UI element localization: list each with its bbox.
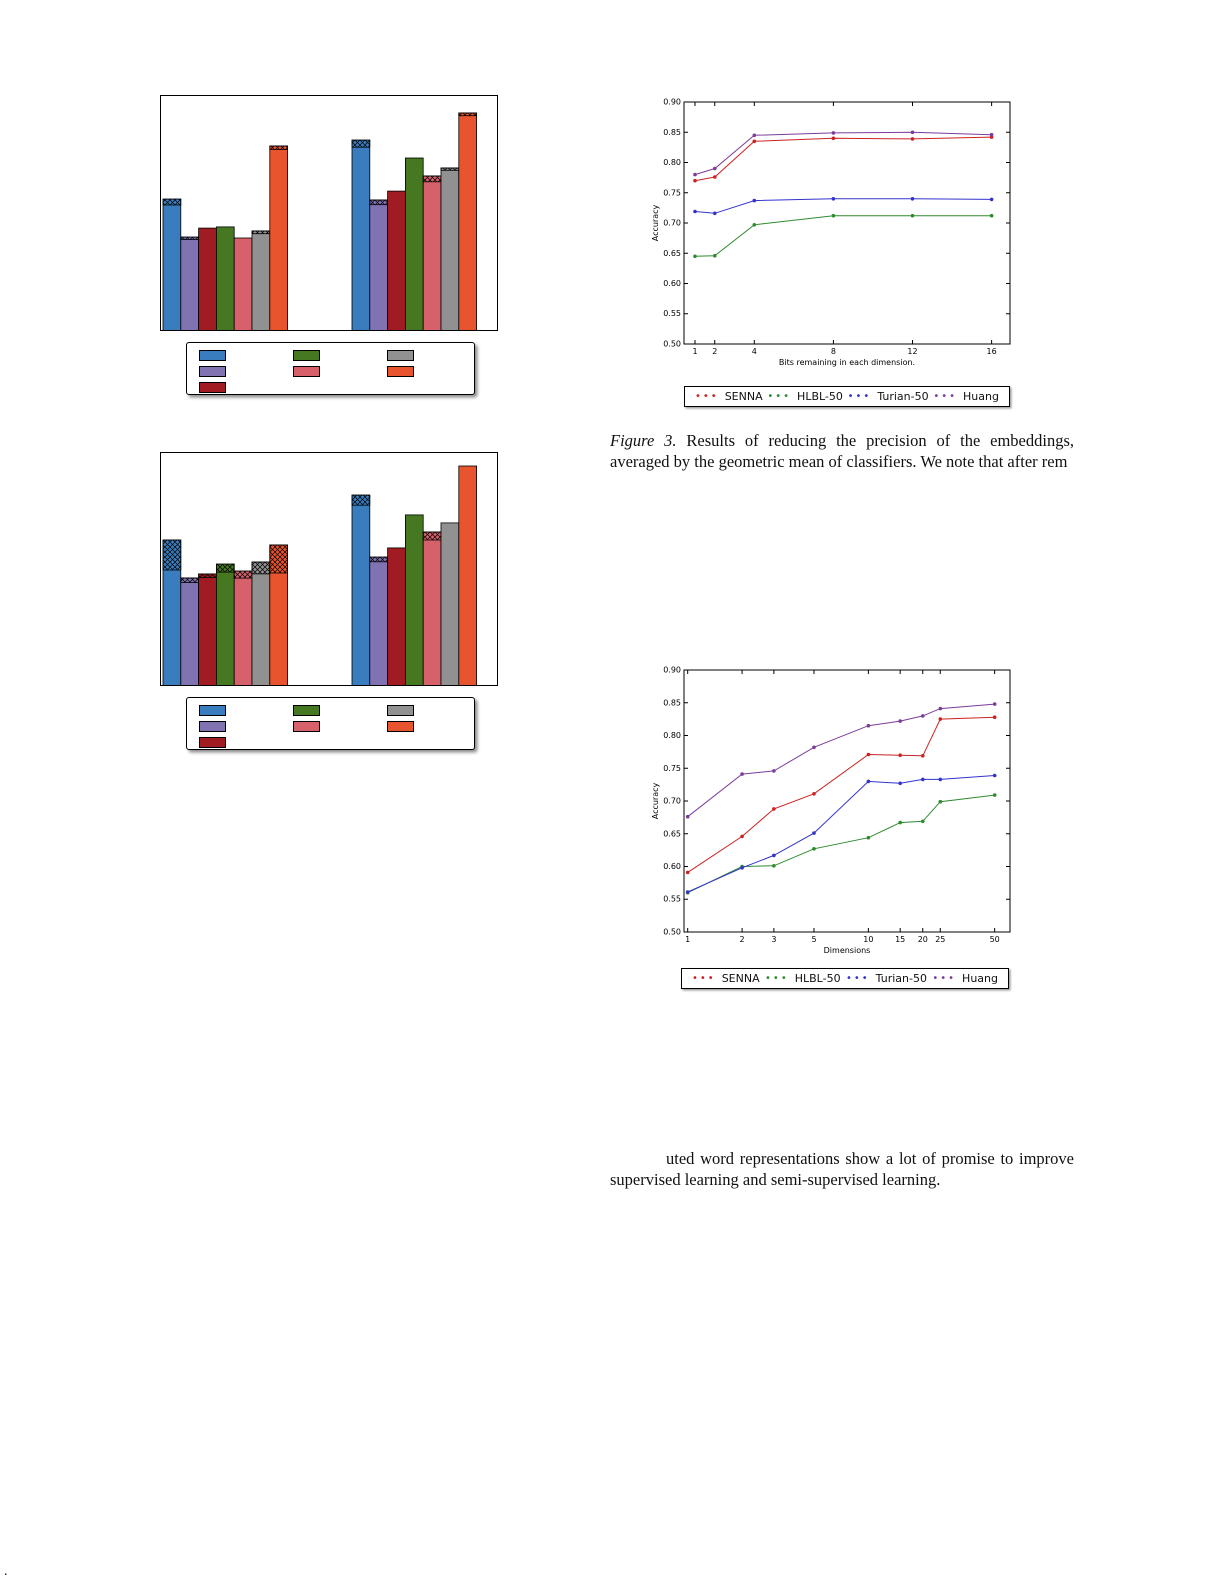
- series-marker: [939, 717, 943, 721]
- bar-hatched-cap: [199, 574, 217, 578]
- y-tick-label: 0.90: [663, 97, 681, 107]
- x-tick-label: 10: [863, 935, 874, 944]
- bar: [441, 523, 459, 686]
- legend-swatch: [293, 350, 320, 361]
- body-paragraph: uted word representations show a lot of promise to improve supervised learning and semi-supervised learning.: [610, 1149, 1074, 1190]
- legend-swatch: [199, 737, 226, 748]
- bar: [216, 227, 234, 331]
- y-tick-label: 0.90: [663, 665, 681, 675]
- bar: [270, 146, 288, 331]
- figure3-caption: [610, 430, 1074, 473]
- series-marker: [812, 792, 816, 796]
- series-marker: [693, 255, 697, 259]
- series-marker: [686, 815, 690, 819]
- x-tick-label: 1: [692, 347, 698, 356]
- bar-hatched-cap: [163, 199, 181, 205]
- series-marker: [911, 214, 915, 218]
- legend-entry: [933, 390, 999, 403]
- bars-top-svg: [160, 95, 498, 331]
- bar: [441, 168, 459, 331]
- legend-swatch: [293, 705, 320, 716]
- series-marker: [772, 807, 776, 811]
- bar: [352, 140, 370, 331]
- y-tick-label: 0.80: [663, 731, 681, 740]
- footer-mark: .: [4, 1564, 8, 1579]
- line-dims-svg: [648, 664, 1020, 966]
- legend-marker-dots: •••: [847, 390, 872, 402]
- series-marker: [911, 131, 915, 135]
- series-marker: [753, 223, 757, 227]
- bar: [405, 158, 423, 331]
- legend-swatch: [199, 350, 226, 361]
- bar: [459, 466, 477, 686]
- legend-label: Turian-50: [877, 390, 929, 403]
- legend-swatch: [199, 366, 226, 377]
- series-marker: [939, 800, 943, 804]
- legend-label: HLBL-50: [797, 390, 843, 403]
- series-marker: [713, 167, 717, 171]
- legend-label: Huang: [962, 972, 998, 985]
- legend-marker-dots: •••: [692, 972, 716, 984]
- legend-label: Huang: [963, 390, 999, 403]
- series-marker: [993, 715, 997, 719]
- x-tick-label: 2: [712, 347, 718, 356]
- series-marker: [686, 890, 690, 894]
- legend-swatch: [387, 350, 414, 361]
- bar-hatched-cap: [423, 176, 441, 182]
- bar-hatched-cap: [370, 557, 388, 562]
- bar-hatched-cap: [181, 578, 199, 583]
- x-tick-label: 2: [739, 935, 745, 944]
- legend-marker-dots: •••: [845, 972, 870, 984]
- bar: [199, 574, 217, 686]
- series-marker: [898, 782, 902, 786]
- bar: [216, 564, 234, 686]
- series-marker: [812, 831, 816, 835]
- bar: [352, 495, 370, 686]
- y-axis-label: Accuracy: [651, 204, 660, 242]
- bar-chart-top-legend: [186, 342, 475, 395]
- series-marker: [939, 707, 943, 711]
- legend-entry: [695, 390, 763, 403]
- x-tick-label: 1: [685, 935, 691, 944]
- series-marker: [921, 778, 925, 782]
- legend-label: HLBL-50: [794, 972, 841, 985]
- line-chart-bits-legend: [684, 386, 1010, 407]
- bar: [234, 238, 252, 331]
- bar-hatched-cap: [234, 571, 252, 578]
- series-marker: [693, 173, 697, 177]
- line-chart-dimensions-legend: [681, 968, 1009, 989]
- y-axis-label: Accuracy: [651, 782, 660, 820]
- series-marker: [993, 774, 997, 778]
- series-marker: [812, 746, 816, 750]
- y-tick-label: 0.60: [663, 279, 681, 288]
- series-marker: [993, 793, 997, 797]
- bar-hatched-cap: [441, 168, 459, 170]
- x-tick-label: 16: [986, 347, 997, 356]
- series-marker: [753, 134, 757, 138]
- series-marker: [867, 836, 871, 840]
- bar-hatched-cap: [352, 140, 370, 147]
- bar-hatched-cap: [459, 113, 477, 116]
- series-marker: [898, 719, 902, 723]
- series-marker: [990, 198, 994, 202]
- legend-marker-dots: •••: [767, 390, 792, 402]
- x-axis-label: Bits remaining in each dimension.: [778, 358, 916, 367]
- x-tick-label: 3: [771, 935, 777, 944]
- y-tick-label: 0.70: [663, 796, 681, 806]
- line-chart-bits: [648, 96, 1020, 378]
- legend-marker-dots: •••: [932, 972, 957, 984]
- bar: [252, 562, 270, 686]
- legend-swatch: [293, 366, 320, 377]
- x-tick-label: 8: [830, 347, 836, 356]
- bar: [234, 571, 252, 686]
- bar: [388, 191, 406, 331]
- y-tick-label: 0.55: [663, 894, 681, 904]
- series-marker: [990, 133, 994, 137]
- x-tick-label: 50: [989, 935, 1000, 944]
- legend-swatch: [293, 721, 320, 732]
- bar: [423, 176, 441, 331]
- figure3-caption-text: Results of reducing the precision of the embeddings, averaged by the geometric mean of classifiers. We note that after rem: [610, 431, 1074, 472]
- y-tick-label: 0.75: [663, 188, 681, 198]
- line-chart-dimensions: [648, 664, 1020, 966]
- legend-entry: [846, 972, 927, 985]
- bar-hatched-cap: [181, 237, 199, 239]
- bar-hatched-cap: [270, 146, 288, 150]
- series-marker: [713, 175, 717, 179]
- legend-swatch: [387, 705, 414, 716]
- bar-chart-top: [160, 95, 498, 331]
- series-marker: [772, 854, 776, 858]
- bar: [181, 578, 199, 686]
- legend-entry: [765, 972, 841, 985]
- x-tick-label: 15: [895, 935, 906, 944]
- bar: [388, 548, 406, 686]
- y-tick-label: 0.60: [663, 862, 681, 871]
- y-tick-label: 0.70: [663, 218, 681, 228]
- x-axis-label: Dimensions: [823, 946, 871, 955]
- series-marker: [686, 871, 690, 875]
- bars-mid-svg: [160, 452, 498, 686]
- series-marker: [898, 753, 902, 757]
- bar: [423, 532, 441, 686]
- x-tick-label: 20: [917, 935, 928, 944]
- series-marker: [990, 214, 994, 218]
- series-marker: [832, 214, 836, 218]
- series-marker: [867, 780, 871, 784]
- figure3-caption-label: Figure 3.: [610, 431, 677, 450]
- legend-entry: [692, 972, 760, 985]
- y-tick-label: 0.65: [663, 829, 681, 839]
- legend-label: SENNA: [721, 972, 760, 985]
- legend-swatch: [199, 705, 226, 716]
- series-marker: [921, 754, 925, 758]
- legend-swatch: [387, 366, 414, 377]
- series-marker: [713, 212, 717, 216]
- y-tick-label: 0.75: [663, 763, 681, 773]
- bar-hatched-cap: [423, 532, 441, 540]
- series-marker: [812, 847, 816, 851]
- series-marker: [939, 778, 943, 782]
- bar-chart-middle-legend: [186, 697, 475, 750]
- line-bits-svg: [648, 96, 1020, 378]
- legend-entry: [932, 972, 998, 985]
- legend-swatch: [387, 721, 414, 732]
- series-marker: [713, 254, 717, 258]
- series-marker: [740, 866, 744, 870]
- series-marker: [772, 864, 776, 868]
- series-marker: [693, 179, 697, 183]
- bar-hatched-cap: [216, 564, 234, 572]
- series-marker: [753, 199, 757, 203]
- bar: [163, 199, 181, 331]
- bar-hatched-cap: [252, 562, 270, 574]
- bar-hatched-cap: [352, 495, 370, 505]
- series-marker: [911, 137, 915, 141]
- y-tick-label: 0.50: [663, 339, 681, 349]
- y-tick-label: 0.55: [663, 309, 681, 319]
- legend-swatch: [199, 382, 226, 393]
- x-tick-label: 5: [811, 935, 817, 944]
- bar: [370, 200, 388, 331]
- series-marker: [898, 821, 902, 825]
- series-marker: [832, 131, 836, 135]
- series-marker: [832, 197, 836, 201]
- series-marker: [911, 197, 915, 201]
- legend-label: Turian-50: [875, 972, 927, 985]
- bar: [252, 231, 270, 331]
- bar: [459, 113, 477, 331]
- legend-marker-dots: •••: [765, 972, 789, 984]
- series-marker: [772, 769, 776, 773]
- series-marker: [921, 714, 925, 718]
- y-tick-label: 0.80: [663, 158, 681, 167]
- x-tick-label: 12: [907, 347, 918, 356]
- bar-hatched-cap: [370, 200, 388, 205]
- series-marker: [867, 724, 871, 728]
- bar: [199, 228, 217, 331]
- legend-swatch: [199, 721, 226, 732]
- bar-hatched-cap: [270, 545, 288, 573]
- bar-hatched-cap: [163, 540, 181, 570]
- series-marker: [693, 210, 697, 214]
- legend-label: SENNA: [724, 390, 763, 403]
- y-tick-label: 0.85: [663, 698, 681, 708]
- x-tick-label: 25: [935, 935, 946, 944]
- legend-entry: [767, 390, 843, 403]
- series-marker: [867, 753, 871, 757]
- series-marker: [921, 820, 925, 824]
- y-tick-label: 0.85: [663, 127, 681, 137]
- series-marker: [740, 772, 744, 776]
- bar: [370, 557, 388, 686]
- legend-entry: [848, 390, 929, 403]
- bar: [181, 237, 199, 331]
- bar-chart-middle: [160, 452, 498, 686]
- legend-marker-dots: •••: [695, 390, 719, 402]
- x-tick-label: 4: [751, 347, 757, 356]
- y-tick-label: 0.50: [663, 927, 681, 937]
- legend-marker-dots: •••: [933, 390, 958, 402]
- bar-hatched-cap: [252, 231, 270, 234]
- bar: [405, 515, 423, 686]
- series-marker: [993, 702, 997, 706]
- y-tick-label: 0.65: [663, 248, 681, 258]
- series-marker: [740, 835, 744, 839]
- series-marker: [832, 137, 836, 141]
- series-marker: [753, 140, 757, 144]
